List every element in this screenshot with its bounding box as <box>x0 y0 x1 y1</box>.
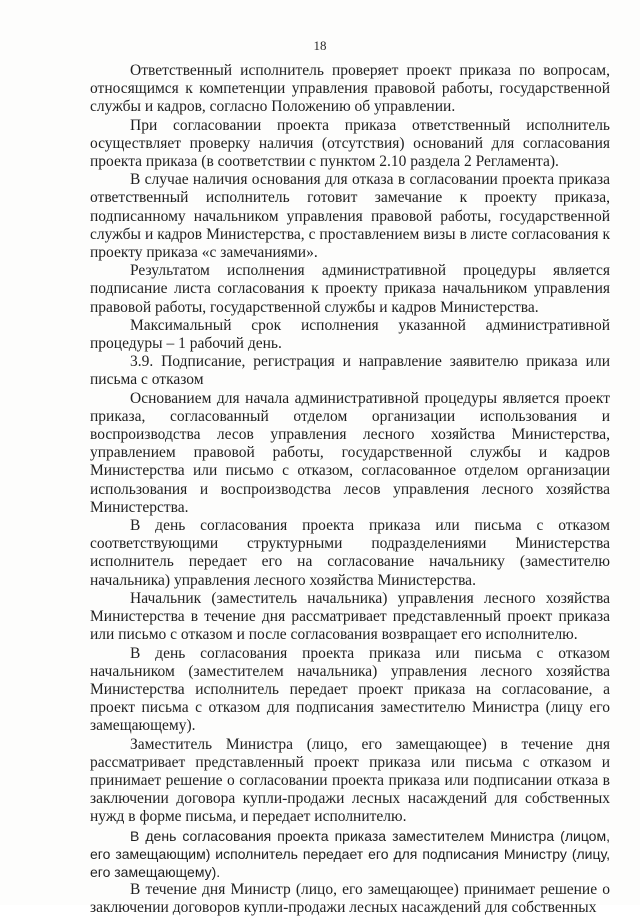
paragraph: Ответственный исполнитель проверяет проект приказа по вопросам, относящимся к компетенции управления правовой работы, государственной службы и кадров, согласно Положению об управлении. <box>90 62 610 116</box>
paragraph: В течение дня Министр (лицо, его замещающее) принимает решение о заключении договоров купли-продажи лесных насаждений для собственных <box>90 881 610 917</box>
paragraph: При согласовании проекта приказа ответственный исполнитель осуществляет проверку наличия (отсутствия) оснований для согласования проекта приказа (в соответствии с пунктом 2.10 раздела 2 Регламента). <box>90 116 610 171</box>
paragraph: Результатом исполнения административной процедуры является подписание листа согласования к проекту приказа начальником управления правовой работы, государственной службы и кадров Министерства. <box>90 262 610 316</box>
paragraph: Максимальный срок исполнения указанной административной процедуры – 1 рабочий день. <box>90 316 610 353</box>
paragraph: Основанием для начала административной процедуры является проект приказа, согласованный отделом организации использования и воспроизводства лесов управления лесного хозяйства Министерства, управлением правовой работы, государственной службы и кадров Министерства или письмо с отказом, согласованное отделом организации использования и воспроизводства лесов управления лесного хозяйства Министерства. <box>90 389 610 516</box>
document-body <box>90 62 610 918</box>
paragraph: В случае наличия основания для отказа в согласовании проекта приказа ответственный исполнитель готовит замечание к проекту приказа, подписанному начальником управления правовой работы, государственной службы и кадров Министерства, с проставлением визы в листе согласования к проекту приказа «с замечаниями». <box>90 171 610 262</box>
paragraph: Начальник (заместитель начальника) управления лесного хозяйства Министерства в течение дня рассматривает представленный проект приказа или письмо с отказом и после согласования возвращает его исполнителю. <box>90 589 610 644</box>
paragraph: В день согласования проекта приказа или письма с отказом соответствующими структурными подразделениями Министерства исполнитель передает его на согласование начальнику (заместителю начальника) управления лесного хозяйства Министерства. <box>90 517 610 589</box>
paragraph: В день согласования проекта приказа заместителем Министра (лицом, его замещающим) исполнитель передает его для подписания Министру (лицу, его замещающему). <box>90 827 610 880</box>
paragraph: В день согласования проекта приказа или письма с отказом начальником (заместителем начальника) управления лесного хозяйства Министерства исполнитель передает проект приказа на согласование, а проект письма с отказом для подписания заместителю Министра (лицу его замещающему). <box>90 644 610 735</box>
section-heading: 3.9. Подписание, регистрация и направление заявителю приказа или письма с отказом <box>90 353 610 389</box>
page-number: 18 <box>313 38 327 53</box>
paragraph: Заместитель Министра (лицо, его замещающее) в течение дня рассматривает представленный проект приказа или письма с отказом и принимает решение о согласовании проекта приказа или подписании отказа в заключении договора купли-продажи лесных насаждений для собственных нужд в форме письма, и передает исполнителю. <box>90 735 610 826</box>
